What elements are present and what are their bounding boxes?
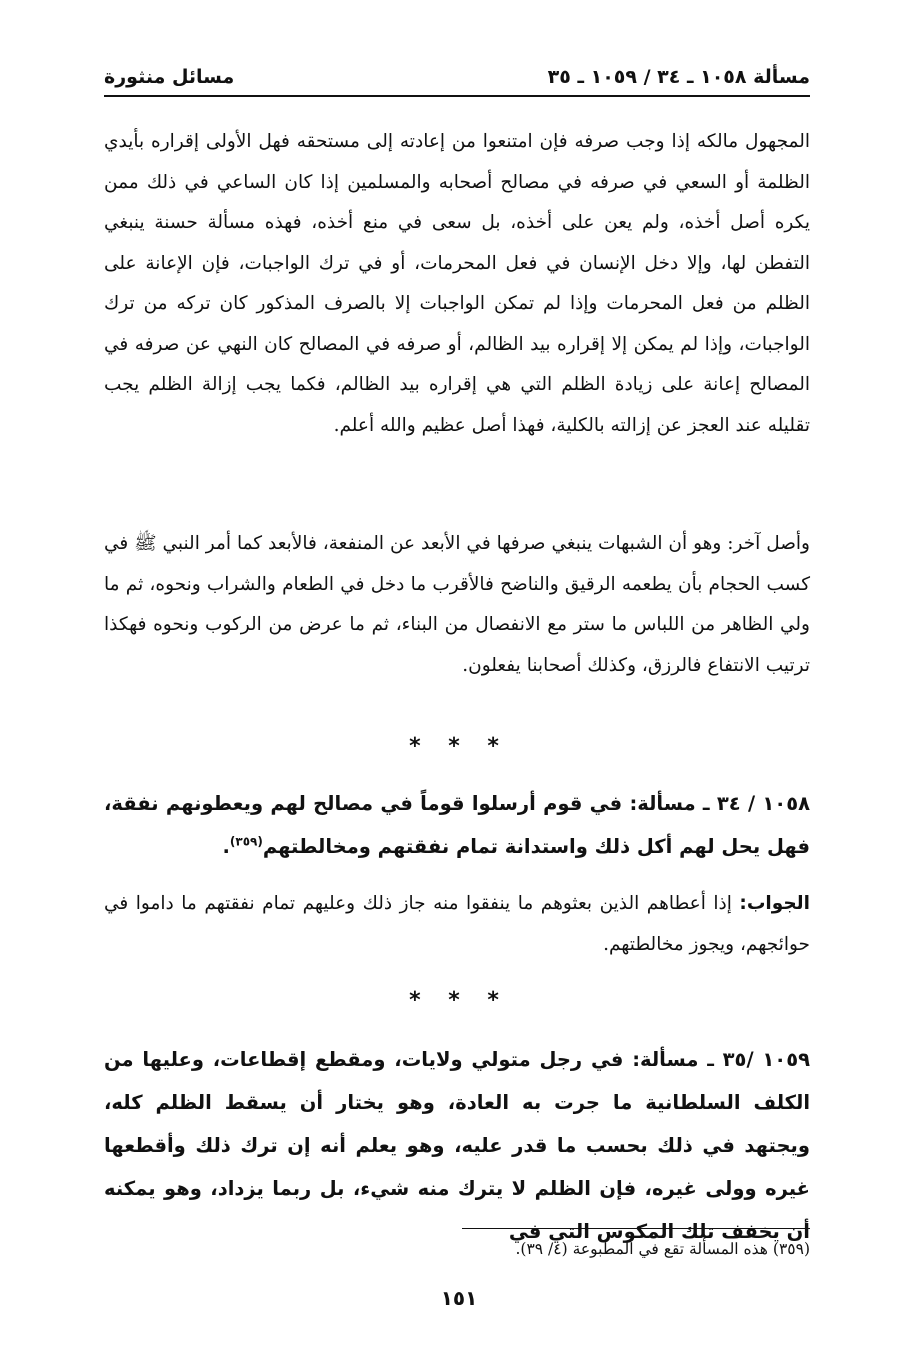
question-1058-text: ١٠٥٨ / ٣٤ ـ مسألة: في قوم أرسلوا قوماً في مصالح لهم ويعطونهم نفقة، فهل يحل لهم أكل ذلك واستدانة تمام نفقتهم ومخالطتهم	[104, 792, 811, 858]
page-number: ١٥١	[440, 1286, 478, 1310]
footnote-divider	[462, 1228, 810, 1229]
question-1058	[104, 782, 810, 868]
section-separator-1: * * *	[409, 734, 509, 759]
paragraph-1: المجهول مالكه إذا وجب صرفه فإن امتنعوا من إعادته إلى مستحقه فهل الأولى إقراره بأيدي الظلمة أو السعي في صرفه في مصالح أصحابه والمسلمين إذا كان الساعي في ذلك ممن يكره أصل أخذه، ولم يعن على أخذه، بل سعى في منع أخذه، فهذه مسألة حسنة ينبغي التفطن لها، وإلا دخل الإنسان في فعل المحرمات، أو في ترك الواجبات، فإن الإعانة على الظلم من فعل المحرمات وإذا لم تمكن الواجبات إلا بالصرف المذكور كان تركه من ترك الواجبات، وإذا لم يمكن إلا إقراره بيد الظالم، أو صرفه في المصالح كان النهي عن صرفه في المصالح إعانة على زيادة الظلم التي هي إقراره بيد الظالم، فكما يجب إزالة الظلم يجب تقليله عند العجز عن إزالته بالكلية، فهذا أصل عظيم والله أعلم.	[104, 131, 810, 436]
answer-1058	[104, 884, 810, 965]
paragraph-2: وأصل آخر: وهو أن الشبهات ينبغي صرفها في الأبعد عن المنفعة، فالأبعد كما أمر النبي ﷺ في كسب الحجام بأن يطعمه الرقيق والناضح فالأقرب ما دخل في الطعام والشراب ونحوه، ثم ما ولي الظاهر من اللباس ما ستر مع الانفصال من البناء، ثم ما عرض من الركوب ونحوه فهكذا ترتيب الانتفاع فالرزق، وكذلك أصحابنا يفعلون.	[104, 533, 810, 676]
header-chapter-ref: مسألة ١٠٥٨ ـ ٣٤ / ١٠٥٩ ـ ٣٥	[547, 66, 810, 88]
header-section-title: مسائل منثورة	[104, 66, 235, 88]
question-1059: ١٠٥٩ /٣٥ ـ مسألة: في رجل متولي ولايات، ومقطع إقطاعات، وعليها من الكلف السلطانية ما جرت به العادة، وهو يختار أن يسقط الظلم كله، ويجتهد في ذلك بحسب ما قدر عليه، وهو يعلم أنه إن ترك ذلك وأقطعها غيره وولى غيره، فإن الظلم لا يترك منه شيء، بل ربما يزداد، وهو يمكنه أن يخفف تلك المكوس التي في	[104, 1048, 810, 1243]
answer-1058-text: إذا أعطاهم الذين بعثوهم ما ينفقوا منه جاز ذلك وعليهم تمام نفقتهم ما داموا في حوائجهم، ويجوز مخالطتهم.	[104, 893, 810, 955]
footnote-reference: (٣٥٩)	[229, 834, 263, 849]
question-1058-end: .	[222, 835, 230, 858]
running-header	[104, 52, 810, 88]
header-divider	[104, 95, 810, 97]
section-separator-2: * * *	[409, 988, 509, 1013]
footnote-359: (٣٥٩) هذه المسألة تقع في المطبوعة (٤/ ٣٩).	[515, 1240, 810, 1258]
answer-label: الجواب:	[739, 893, 810, 914]
